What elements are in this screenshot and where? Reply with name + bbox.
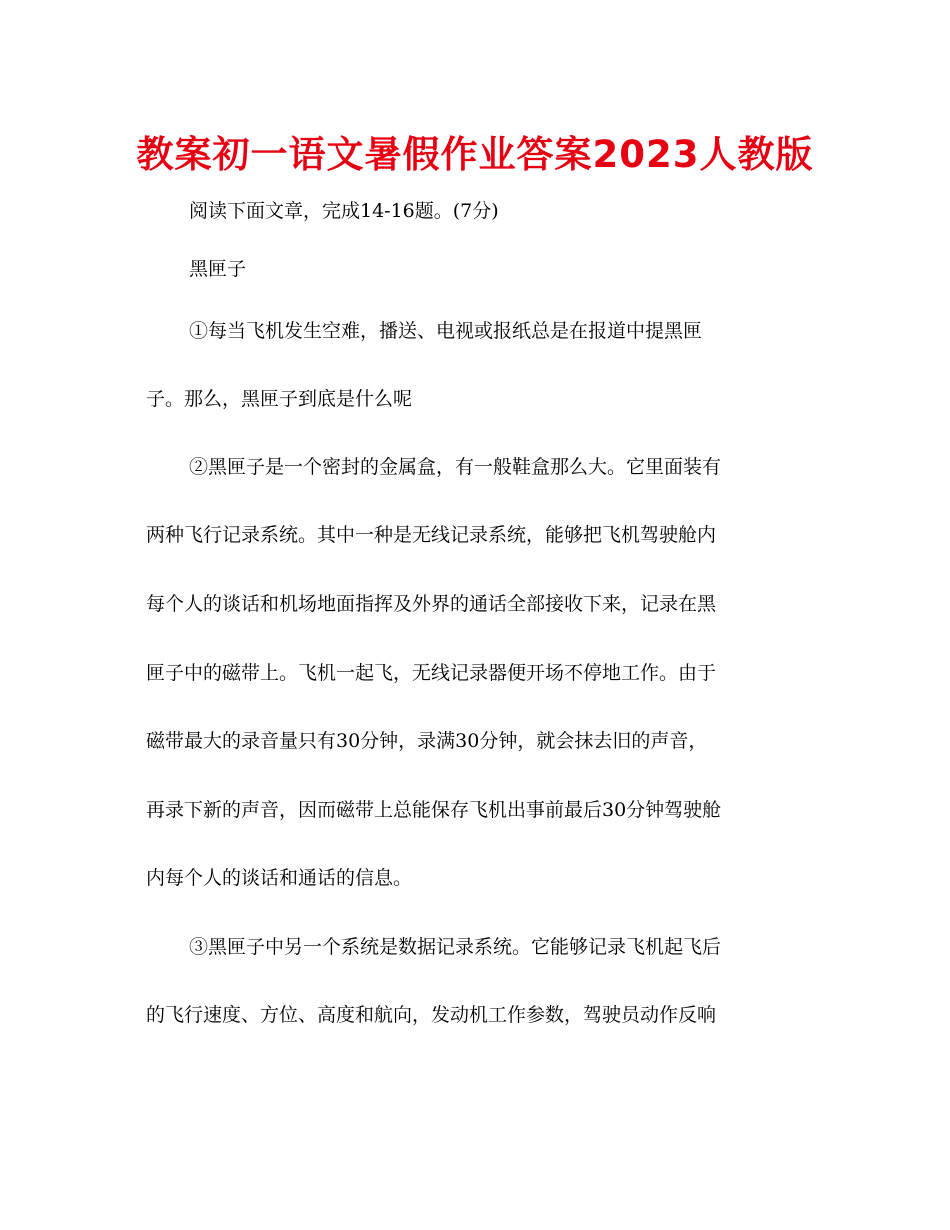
document-title: 教案初一语文暑假作业答案2023人教版 (136, 133, 814, 176)
article-title: 黑匣子 (189, 258, 247, 280)
text-line: ③黑匣子中另一个系统是数据记录系统。它能够记录飞机起飞后 (189, 936, 722, 958)
text-line: 匣子中的磁带上。飞机一起飞，无线记录器便开场不停地工作。由于 (146, 662, 717, 684)
text-line: ②黑匣子是一个密封的金属盒，有一般鞋盒那么大。它里面装有 (189, 456, 722, 478)
text-line: 子。那么，黑匣子到底是什么呢 (146, 388, 413, 410)
text-line: 再录下新的声音，因而磁带上总能保存飞机出事前最后30分钟驾驶舱 (146, 799, 722, 821)
text-line: 内每个人的谈话和通话的信息。 (146, 867, 413, 889)
text-line: ①每当飞机发生空难，播送、电视或报纸总是在报道中提黑匣 (189, 320, 703, 342)
text-line: 的飞行速度、方位、高度和航向，发动机工作参数，驾驶员动作反响 (146, 1004, 717, 1026)
text-line: 阅读下面文章，完成14-16题。(7分) (189, 200, 499, 222)
text-line: 每个人的谈话和机场地面指挥及外界的通话全部接收下来，记录在黑 (146, 593, 717, 615)
text-line: 两种飞行记录系统。其中一种是无线记录系统，能够把飞机驾驶舱内 (146, 524, 717, 546)
text-line: 磁带最大的录音量只有30分钟，录满30分钟，就会抹去旧的声音， (146, 730, 708, 752)
